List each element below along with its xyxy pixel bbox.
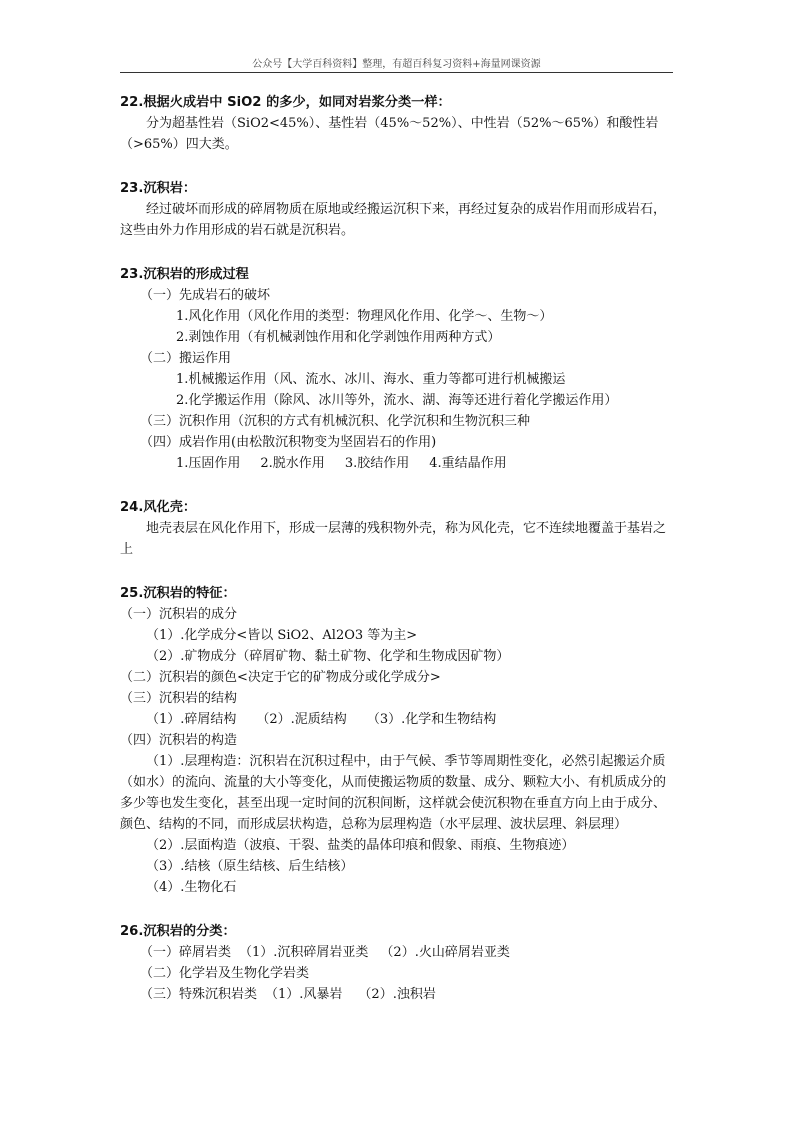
- section-23-process-title: 23.沉积岩的形成过程: [120, 267, 249, 282]
- class-item-1: [120, 942, 675, 963]
- process-item-2-1: 1.机械搬运作用（风、流水、冰川、海水、重力等都可进行机械搬运: [176, 372, 566, 387]
- section-26-title: 26.沉积岩的分类：: [120, 924, 236, 939]
- feature-item-4-3: （3）.结核（原生结核、后生结核）: [146, 859, 354, 874]
- feature-item-1-2: （2）.矿物成分（碎屑矿物、黏土矿物、化学和生物成因矿物）: [146, 649, 510, 664]
- feature-item-3-c: （3）.化学和生物结构: [366, 712, 497, 727]
- feature-item-3-list: [120, 709, 675, 730]
- process-item-4-d: 4.重结晶作用: [429, 456, 507, 471]
- section-23-definition-body: 经过破坏而形成的碎屑物质在原地或经搬运沉积下来，再经过复杂的成岩作用而形成岩石，这些由外力作用形成的岩石就是沉积岩。: [120, 202, 667, 238]
- process-item-2: （二）搬运作用: [140, 351, 232, 366]
- section-22-body: 分为超基性岩（SiO2<45%）、基性岩（45%～52%）、中性岩（52%～65%）和酸性岩（>65%）四大类。: [120, 116, 659, 152]
- process-item-1-2: 2.剥蚀作用（有机械剥蚀作用和化学剥蚀作用两种方式）: [176, 330, 501, 345]
- process-item-4-c: 3.胶结作用: [344, 456, 410, 471]
- class-item-3-label: （三）特殊沉积岩类: [140, 987, 258, 1002]
- process-item-4-list: [120, 453, 675, 474]
- class-item-2: （二）化学岩及生物化学岩类: [140, 966, 310, 981]
- section-23-process: [120, 264, 675, 474]
- class-item-1-a: （1）.沉积碎屑岩亚类: [239, 945, 369, 960]
- class-item-3: [120, 984, 675, 1005]
- section-24: [120, 497, 675, 560]
- class-item-3-a: （1）.风暴岩: [265, 987, 343, 1002]
- section-24-body: 地壳表层在风化作用下，形成一层薄的残积物外壳，称为风化壳，它不连续地覆盖于基岩之上: [120, 521, 667, 557]
- process-item-2-2: 2.化学搬运作用（除风、冰川等外，流水、湖、海等还进行着化学搬运作用）: [176, 393, 618, 408]
- feature-item-3-a: （1）.碎屑结构: [146, 712, 237, 727]
- process-item-1-1: 1.风化作用（风化作用的类型：物理风化作用、化学～、生物～）: [176, 309, 553, 324]
- section-24-title: 24.风化壳：: [120, 500, 197, 515]
- process-item-1: （一）先成岩石的破坏: [140, 288, 271, 303]
- section-22-title: 22.根据火成岩中 SiO2 的多少，如同对岩浆分类一样：: [120, 95, 451, 110]
- header-divider: [120, 72, 673, 73]
- feature-item-4: （四）沉积岩的构造: [120, 733, 238, 748]
- section-25-title: 25.沉积岩的特征：: [120, 586, 236, 601]
- process-item-4-a: 1.压固作用: [176, 456, 241, 471]
- process-item-4: （四）成岩作用(由松散沉积物变为坚固岩石的作用): [140, 435, 437, 450]
- class-item-3-b: （2）.浊积岩: [358, 987, 436, 1002]
- feature-item-3: （三）沉积岩的结构: [120, 691, 238, 706]
- class-item-1-b: （2）.火山碎屑岩亚类: [380, 945, 510, 960]
- section-26: [120, 921, 675, 1005]
- process-item-3: （三）沉积作用（沉积的方式有机械沉积、化学沉积和生物沉积三种: [140, 414, 531, 429]
- feature-item-4-2: （2）.层面构造（波痕、干裂、盐类的晶体印痕和假象、雨痕、生物痕迹）: [146, 838, 575, 853]
- section-23-definition: [120, 178, 675, 241]
- feature-item-1: （一）沉积岩的成分: [120, 607, 238, 622]
- page-header: 公众号【大学百科资料】整理，有超百科复习资料+海量网课资源: [252, 59, 541, 70]
- feature-item-2: （二）沉积岩的颜色<决定于它的矿物成分或化学成分>: [120, 670, 441, 685]
- feature-item-4-1: （1）.层理构造：沉积岩在沉积过程中，由于气候、季节等周期性变化，必然引起搬运介质（如水）的流向、流量的大小等变化，从而使搬运物质的数量、成分、颗粒大小、有机质成分的多少等也发生变化，甚至出现一定时间的沉积间断，这样就会使沉积物在垂直方向上由于成分、颜色、结构的不同，而形成层状构造，总称为层理构造（水平层理、波状层理、斜层理）: [120, 754, 667, 832]
- section-25: [120, 583, 675, 898]
- feature-item-1-1: （1）.化学成分<皆以 SiO2、Al2O3 等为主>: [146, 628, 418, 643]
- section-23-definition-title: 23.沉积岩：: [120, 181, 197, 196]
- class-item-1-label: （一）碎屑岩类: [140, 945, 232, 960]
- document-body: [120, 92, 675, 1028]
- feature-item-4-4: （4）.生物化石: [146, 880, 237, 895]
- section-22: [120, 92, 675, 155]
- process-item-4-b: 2.脱水作用: [260, 456, 325, 471]
- feature-item-3-b: （2）.泥质结构: [256, 712, 347, 727]
